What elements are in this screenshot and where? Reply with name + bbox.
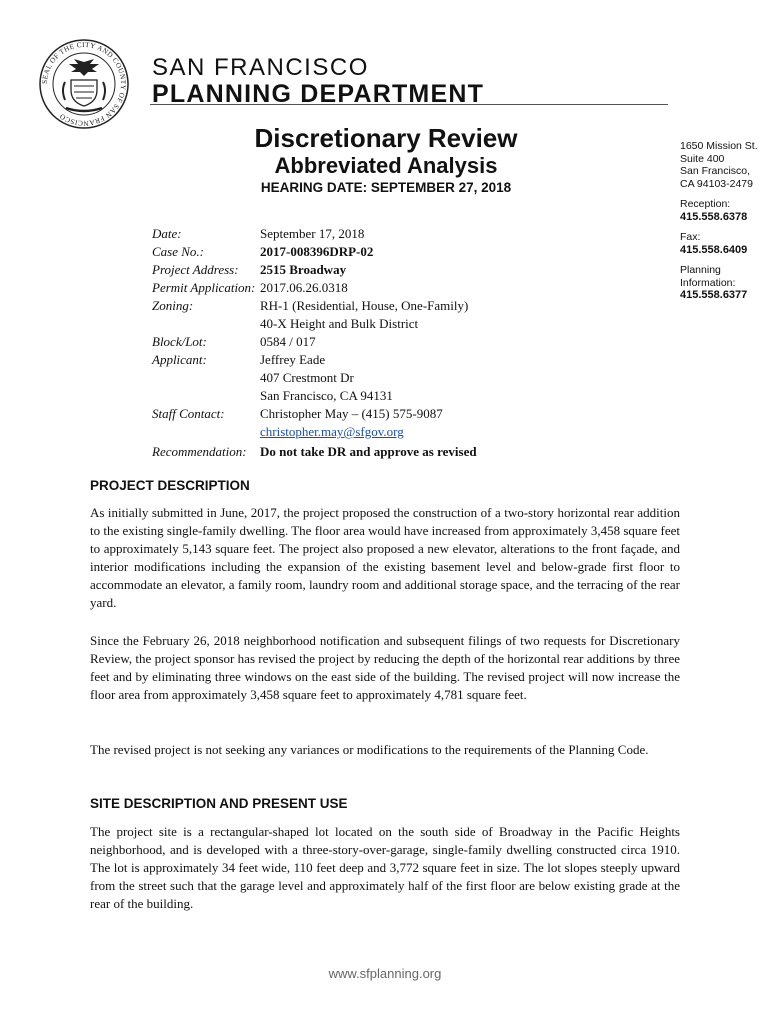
recommendation-value: Do not take DR and approve as revised bbox=[260, 444, 477, 459]
document-subtitle: Abbreviated Analysis bbox=[274, 153, 498, 178]
hearing-date: HEARING DATE: SEPTEMBER 27, 2018 bbox=[260, 180, 512, 195]
address-label: Project Address: bbox=[152, 262, 239, 277]
org-name-line2: PLANNING DEPARTMENT bbox=[152, 80, 485, 108]
staff-value: Christopher May – (415) 575-9087 bbox=[260, 406, 443, 421]
block-value: 0584 / 017 bbox=[260, 334, 316, 349]
permit-value: 2017.06.26.0318 bbox=[260, 280, 348, 295]
footer-url: www.sfplanning.org bbox=[328, 966, 442, 981]
applicant-value: San Francisco, CA 94131 bbox=[260, 388, 393, 403]
planning-number: 415.558.6377 bbox=[680, 289, 748, 301]
address-line: San Francisco, bbox=[680, 165, 751, 177]
org-name-line1: SAN FRANCISCO bbox=[152, 54, 369, 81]
permit-label: Permit Application: bbox=[152, 280, 256, 295]
applicant-value: Jeffrey Eade bbox=[260, 352, 326, 367]
section-heading: PROJECT DESCRIPTION bbox=[90, 478, 250, 493]
contact-sidebar bbox=[680, 140, 766, 302]
staff-email-link[interactable]: christopher.may@sfgov.org bbox=[260, 424, 404, 439]
fax-number: 415.558.6409 bbox=[680, 243, 748, 256]
case-value: 2017-008396DRP-02 bbox=[260, 244, 374, 259]
address-line: 1650 Mission St. bbox=[680, 140, 758, 152]
case-label: Case No.: bbox=[152, 244, 204, 259]
reception-number: 415.558.6378 bbox=[680, 210, 748, 223]
zoning-value: RH-1 (Residential, House, One-Family) bbox=[260, 298, 469, 313]
paragraph: Since the February 26, 2018 neighborhood notification and subsequent filings of two requests for Discretionary Review, the project sponsor has revised the project by reducing the depth of the horizontal rear additions by three feet and by eliminating three windows on the east side of the building. The revised project will now increase the floor area from approximately 3,458 square feet to approximately 4,781 square feet. bbox=[90, 633, 680, 702]
city-seal-logo bbox=[38, 38, 130, 130]
header-divider bbox=[150, 104, 668, 105]
applicant-label: Applicant: bbox=[152, 352, 207, 367]
zoning-label: Zoning: bbox=[152, 298, 194, 313]
planning-label: Information: bbox=[680, 276, 736, 289]
section-heading: SITE DESCRIPTION AND PRESENT USE bbox=[90, 796, 348, 811]
planning-label: Planning bbox=[680, 264, 721, 276]
case-info-table bbox=[152, 225, 477, 461]
paragraph: As initially submitted in June, 2017, the project proposed the construction of a two-story horizontal rear addition to the existing single-family dwelling. The floor area would have increased from approximately 3,458 square feet to approximately 5,143 square feet. The project also proposed a new elevator, alterations to the front façade, and interior modifications including the expansion of the existing basement level and below-grade first floor to accommodate an elevator, a family room, laundry room and additional storage space, and the terracing of the rear yard. bbox=[90, 505, 681, 610]
address-line: Suite 400 bbox=[680, 152, 725, 165]
address-value: 2515 Broadway bbox=[260, 262, 347, 277]
paragraph: The project site is a rectangular-shaped lot located on the south side of Broadway in the Pacific Heights neighborhood, and is developed with a three-story-over-garage, single-family dwelling constructed circa 1910. The lot is approximately 34 feet wide, 110 feet deep and 3,772 square feet in size. The lot slopes steeply upward from the street such that the garage level and approximately half of the first floor are below existing grade at the rear of the building. bbox=[90, 824, 680, 911]
date-label: Date: bbox=[152, 226, 182, 241]
address-line: CA 94103-2479 bbox=[680, 177, 753, 190]
reception-label: Reception: bbox=[680, 198, 731, 210]
applicant-value: 407 Crestmont Dr bbox=[260, 370, 354, 385]
date-value: September 17, 2018 bbox=[260, 226, 365, 241]
svg-text:SEAL OF THE CITY AND COUNTY OF: SEAL OF THE CITY AND COUNTY OF SAN FRANCISCO bbox=[40, 40, 128, 128]
zoning-value: 40-X Height and Bulk District bbox=[260, 316, 419, 331]
staff-label: Staff Contact: bbox=[152, 406, 225, 421]
document-title: Discretionary Review bbox=[254, 123, 518, 153]
block-label: Block/Lot: bbox=[152, 334, 207, 349]
paragraph: The revised project is not seeking any variances or modifications to the requirements of the Planning Code. bbox=[90, 742, 649, 757]
fax-label: Fax: bbox=[680, 231, 701, 243]
recommendation-label: Recommendation: bbox=[152, 444, 247, 459]
